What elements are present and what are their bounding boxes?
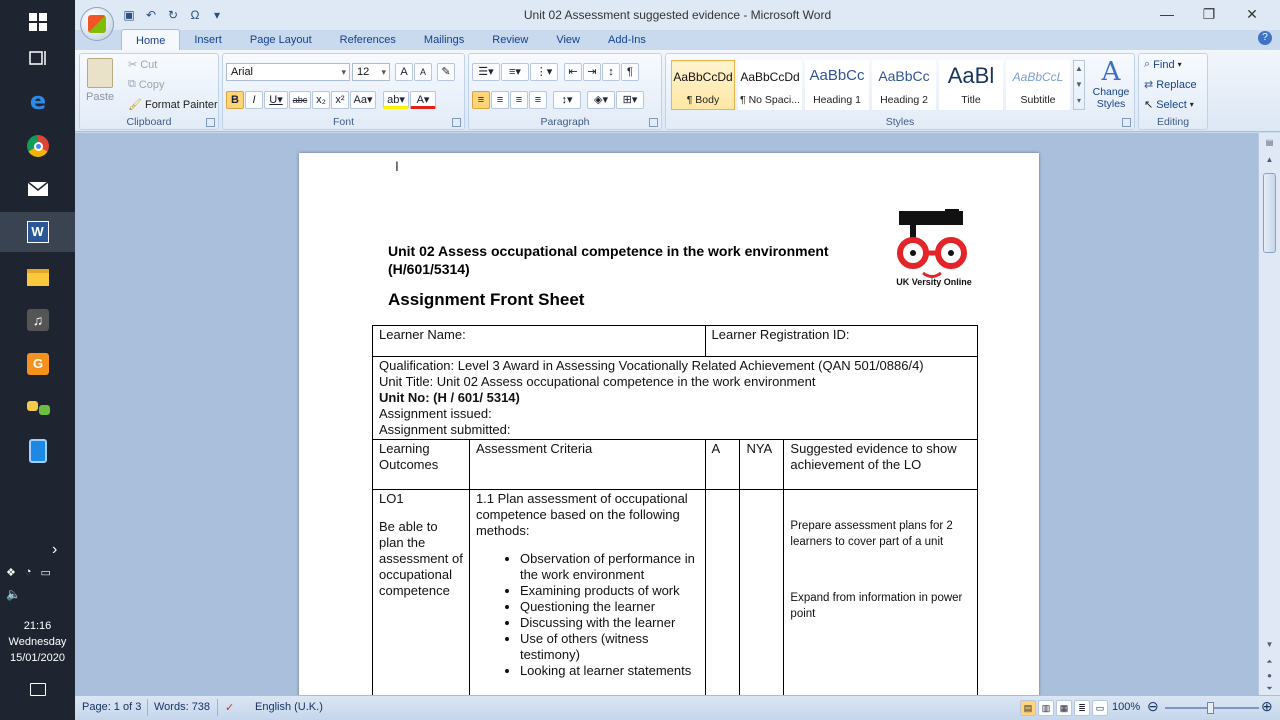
task-view-icon[interactable] [22, 42, 54, 74]
edge-icon[interactable]: e [29, 87, 47, 115]
format-painter-button[interactable]: 🖌 Format Painter [128, 98, 218, 111]
clock-day: Wednesday [8, 636, 67, 648]
unit-no-text: Unit No: (H / 601/ 5314) [379, 390, 520, 405]
shading-icon[interactable]: ◈▾ [587, 91, 615, 109]
criteria-cell[interactable] [469, 490, 705, 696]
sort-icon[interactable]: ↕ [602, 63, 620, 81]
change-styles-icon: A [1101, 57, 1121, 87]
not-yet-achieved-cell[interactable] [740, 490, 784, 696]
clipboard-group [79, 53, 219, 130]
list-item: • Use of others (witness testimony) [520, 631, 699, 663]
binoculars-icon: ⌕ [1144, 58, 1151, 70]
list-buttons [472, 63, 639, 81]
show-marks-icon[interactable]: ¶ [621, 63, 639, 81]
paragraph-group [468, 53, 662, 130]
superscript-icon[interactable]: x² [331, 91, 349, 109]
strikethrough-icon[interactable]: abc [289, 91, 311, 109]
word-icon[interactable]: W [0, 212, 75, 252]
learner-name-cell[interactable]: Learner Name: [373, 326, 706, 357]
text-cursor-icon: I [395, 158, 399, 174]
cursor-icon: ↖ [1144, 99, 1154, 111]
scroll-thumb[interactable] [1263, 173, 1276, 253]
minimize-button[interactable]: — [1160, 6, 1174, 22]
evidence-cell[interactable] [784, 490, 978, 696]
style-heading-1[interactable]: AaBbCc Heading 1 [805, 60, 869, 110]
document-subtitle[interactable]: Assignment Front Sheet [388, 290, 585, 309]
office-logo-icon [88, 15, 106, 33]
clock-time: 21:16 [23, 620, 52, 632]
battery-icon[interactable]: ▭ [40, 567, 51, 579]
font-size-combo[interactable]: 12 ▾ [352, 63, 390, 81]
qualification-cell[interactable] [373, 357, 978, 440]
select-browse-object-icon[interactable]: ● [1267, 671, 1272, 680]
scroll-up-icon[interactable]: ▲ [1265, 155, 1274, 164]
tab-add-ins[interactable]: Add-Ins [608, 34, 646, 46]
windows-start-icon[interactable] [22, 6, 54, 38]
decrease-indent-icon[interactable]: ⇤ [564, 63, 582, 81]
clear-formatting-icon[interactable]: ✎ [437, 63, 455, 81]
assignment-issued-text: Assignment issued: [379, 406, 492, 421]
paste-icon [87, 58, 113, 88]
view-buttons [1020, 700, 1108, 716]
align-left-icon[interactable]: ≡ [472, 91, 490, 109]
office-button[interactable] [80, 7, 114, 41]
subscript-icon[interactable]: x₂ [312, 91, 330, 109]
web-layout-icon[interactable]: ▦ [1056, 700, 1072, 716]
header-achieved: A [705, 440, 740, 490]
highlight-icon[interactable]: ab▾ [383, 91, 409, 109]
lo1-cell[interactable]: LO1 Be able to plan the assessment of occupational competence [373, 490, 470, 696]
previous-page-icon[interactable]: ⏶ [1266, 657, 1273, 666]
font-group-label: Font [332, 116, 354, 128]
ruler-toggle-icon[interactable]: ▤ [1265, 138, 1274, 147]
full-screen-reading-icon[interactable]: ▥ [1038, 700, 1054, 716]
tab-review[interactable]: Review [492, 34, 529, 46]
header-assessment-criteria: Assessment Criteria [469, 440, 705, 490]
undo-icon[interactable]: ↶ [145, 8, 157, 22]
file-explorer-icon[interactable] [22, 261, 54, 293]
customize-qat-icon[interactable]: ▾ [213, 8, 221, 22]
tray-expand-icon[interactable]: › [52, 541, 58, 558]
achieved-cell[interactable] [705, 490, 740, 696]
headphones-icon[interactable]: ♫ [22, 304, 54, 336]
evidence-text-1: Prepare assessment plans for 2 learners to cover part of a unit [790, 520, 953, 548]
copy-icon: ⧉ [128, 78, 136, 90]
scissors-icon: ✂ [128, 59, 138, 71]
replace-icon: ⇄ [1144, 79, 1154, 91]
font-group [222, 53, 465, 130]
outline-icon[interactable]: ≣ [1074, 700, 1090, 716]
proofing-icon[interactable]: ✓ [225, 702, 235, 714]
volume-icon[interactable]: 🔈 [6, 587, 21, 601]
notifications-icon[interactable] [30, 683, 46, 696]
phone-app-icon[interactable] [22, 435, 54, 467]
header-not-yet-achieved: NYA [740, 440, 784, 490]
cut-button[interactable]: ✂ Cut [128, 58, 158, 71]
editing-group-label: Editing [1156, 116, 1190, 128]
style-title[interactable]: AaBl Title [939, 60, 1003, 110]
tab-page-layout[interactable]: Page Layout [249, 34, 312, 46]
document-area[interactable] [75, 133, 1258, 695]
unit-title-text: Unit Title: Unit 02 Assess occupational competence in the work environment [379, 374, 816, 389]
lo1-description: Be able to plan the assessment of occupational competence [379, 519, 463, 598]
zoom-slider[interactable] [1165, 707, 1259, 709]
multilevel-list-icon[interactable]: ⋮▾ [530, 63, 558, 81]
learner-registration-cell[interactable]: Learner Registration ID: [705, 326, 977, 357]
style-no-spacing[interactable]: AaBbCcDd ¶ No Spaci... [738, 60, 802, 110]
assignment-front-sheet-table [372, 325, 978, 695]
bullets-icon[interactable]: ☰▾ [472, 63, 500, 81]
tab-view[interactable]: View [556, 34, 580, 46]
assessment-methods-list [520, 551, 699, 679]
evidence-text-2: Expand from information in power point [790, 592, 963, 620]
styles-group-label: Styles [885, 116, 915, 128]
slides-app-icon[interactable]: G [22, 348, 54, 380]
language-indicator[interactable]: English (U.K.) [255, 701, 323, 713]
list-item: • Questioning the learner [520, 599, 699, 615]
underline-icon[interactable]: U▾ [264, 91, 288, 109]
line-spacing-icon[interactable]: ↕▾ [553, 91, 581, 109]
align-right-icon[interactable]: ≡ [510, 91, 528, 109]
find-button[interactable]: ⌕ Find ▾ [1144, 58, 1182, 71]
numbering-icon[interactable]: ≡▾ [501, 63, 529, 81]
clipboard-group-label: Clipboard [126, 116, 172, 128]
list-item: • Looking at learner statements [520, 663, 699, 679]
style-subtitle[interactable]: AaBbCcL Subtitle [1006, 60, 1070, 110]
logo-text: UK Versity Online [896, 277, 972, 287]
criteria-text: 1.1 Plan assessment of occupational competence based on the following methods: [475, 491, 688, 538]
italic-icon[interactable]: I [245, 91, 263, 109]
style-heading-2[interactable]: AaBbCc Heading 2 [872, 60, 936, 110]
increase-indent-icon[interactable]: ⇥ [583, 63, 601, 81]
replace-button[interactable]: ⇄ Replace [1144, 78, 1197, 91]
scroll-down-icon[interactable]: ▼ [1265, 640, 1274, 649]
symbol-icon[interactable]: Ω [190, 8, 200, 22]
print-layout-icon[interactable]: ▤ [1020, 700, 1036, 716]
window-title: Unit 02 Assessment suggested evidence - Microsoft Word [523, 8, 832, 22]
font-format-buttons [226, 91, 436, 109]
editing-group [1138, 53, 1208, 130]
paragraph-launcher-icon[interactable] [649, 118, 658, 127]
zoom-slider-thumb[interactable] [1207, 702, 1214, 714]
title-bar [75, 0, 1280, 30]
styles-scroll[interactable]: ▲ ▼ ▾ [1073, 60, 1085, 110]
style-body[interactable]: AaBbCcDd ¶ Body [671, 60, 735, 110]
styles-launcher-icon[interactable] [1122, 118, 1131, 127]
font-name-combo[interactable]: Arial ▾ [226, 63, 350, 81]
save-icon[interactable]: ▣ [123, 8, 135, 22]
wifi-icon[interactable]: ◔ [24, 566, 32, 578]
copy-button[interactable]: ⧉ Copy [128, 78, 165, 91]
ribbon-tabs [121, 29, 660, 51]
chat-app-icon[interactable] [22, 392, 54, 424]
header-learning-outcomes: Learning Outcomes [373, 440, 470, 490]
mail-icon[interactable] [22, 173, 54, 205]
styles-group [665, 53, 1135, 130]
document-title[interactable]: Unit 02 Assess occupational competence in the work environment (H/601/5314) [388, 243, 829, 277]
qualification-text: Qualification: Level 3 Award in Assessing Vocationally Related Achievement (QAN 501/0886/4) [379, 358, 924, 373]
list-item: • Examining products of work [520, 583, 699, 599]
clock-date: 15/01/2020 [9, 652, 66, 664]
font-color-icon[interactable]: A▾ [410, 91, 436, 109]
tab-references[interactable]: References [339, 34, 396, 46]
vertical-scrollbar[interactable] [1258, 133, 1280, 695]
windows-taskbar [0, 0, 75, 720]
tab-mailings[interactable]: Mailings [423, 34, 465, 46]
select-button[interactable]: ↖ Select ▾ [1144, 98, 1194, 111]
font-launcher-icon[interactable] [452, 118, 461, 127]
shrink-font-icon[interactable]: A [414, 63, 432, 81]
header-suggested-evidence: Suggested evidence to show achievement of the LO [784, 440, 978, 490]
help-icon[interactable]: ? [1258, 31, 1272, 45]
align-buttons [472, 91, 644, 109]
borders-icon[interactable]: ⊞▾ [616, 91, 644, 109]
dropbox-icon[interactable]: ❖ [6, 567, 16, 579]
tab-insert[interactable]: Insert [194, 34, 222, 46]
draft-icon[interactable]: ▭ [1092, 700, 1108, 716]
next-page-icon[interactable]: ⏷ [1266, 684, 1273, 693]
status-bar [75, 695, 1280, 720]
zoom-level[interactable]: 100% [1112, 701, 1141, 713]
paragraph-group-label: Paragraph [540, 116, 590, 128]
redo-icon[interactable]: ↻ [167, 8, 179, 22]
font-size-buttons [395, 63, 455, 81]
page-count[interactable]: Page: 1 of 3 [82, 701, 142, 713]
close-button[interactable]: ✕ [1246, 6, 1258, 22]
assignment-submitted-text: Assignment submitted: [379, 422, 511, 437]
document-page[interactable] [299, 153, 1039, 695]
word-window [75, 0, 1280, 720]
paintbrush-icon: 🖌 [128, 99, 142, 111]
grow-font-icon[interactable]: A [395, 63, 413, 81]
taskbar-clock[interactable] [0, 618, 75, 666]
zoom-in-icon[interactable]: ⊕ [1261, 698, 1273, 714]
chrome-icon[interactable] [22, 130, 54, 162]
system-tray [6, 566, 51, 579]
restore-button[interactable]: ❐ [1202, 6, 1216, 22]
align-center-icon[interactable]: ≡ [491, 91, 509, 109]
justify-icon[interactable]: ≡ [529, 91, 547, 109]
ribbon [75, 50, 1280, 132]
list-item: • Observation of performance in the work environment [520, 551, 699, 583]
change-case-icon[interactable]: Aa▾ [350, 91, 376, 109]
clipboard-launcher-icon[interactable] [206, 118, 215, 127]
word-count[interactable]: Words: 738 [154, 701, 211, 713]
change-styles-button[interactable]: A Change Styles [1092, 57, 1130, 110]
paste-button[interactable]: Paste [86, 58, 114, 103]
bold-icon[interactable]: B [226, 91, 244, 109]
tab-home[interactable]: Home [121, 29, 180, 51]
zoom-out-icon[interactable]: ⊖ [1147, 698, 1159, 714]
list-item: • Discussing with the learner [520, 615, 699, 631]
